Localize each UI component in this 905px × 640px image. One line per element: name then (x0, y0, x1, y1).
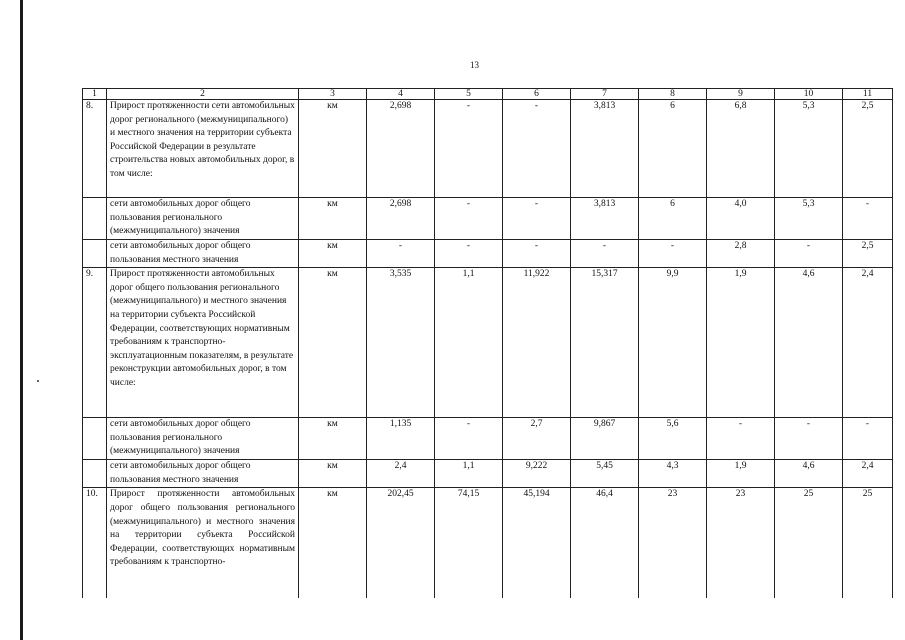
value-cell: 11,922 (503, 268, 571, 418)
col-header: 10 (775, 89, 843, 100)
indicators-table (82, 88, 893, 598)
row-number: 10. (83, 488, 107, 598)
indicator-name: сети автомобильных дорог общего пользования местного значения (107, 240, 299, 268)
row-number (83, 198, 107, 240)
col-header: 11 (843, 89, 893, 100)
unit-cell: км (299, 240, 367, 268)
value-cell: - (775, 240, 843, 268)
unit-cell: км (299, 488, 367, 598)
value-cell: - (367, 240, 435, 268)
binding-line (20, 0, 23, 640)
value-cell: 6 (639, 100, 707, 198)
unit-cell: км (299, 268, 367, 418)
row-number (83, 240, 107, 268)
value-cell: - (639, 240, 707, 268)
value-cell: 2,4 (367, 460, 435, 488)
value-cell: 202,45 (367, 488, 435, 598)
indicator-name: сети автомобильных дорог общего пользования регионального (межмуниципального) значения (107, 198, 299, 240)
indicator-name: сети автомобильных дорог общего пользования местного значения (107, 460, 299, 488)
indicator-name: Прирост протяженности автомобильных дорог общего пользования регионального (межмуниципального) и местного значения на территории субъекта Российской Федерации, соответствующих нормативным требованиям к транспортно- (107, 488, 299, 598)
value-cell: 2,4 (843, 268, 893, 418)
value-cell: - (435, 418, 503, 460)
value-cell: 3,813 (571, 100, 639, 198)
value-cell: 2,698 (367, 198, 435, 240)
col-header: 9 (707, 89, 775, 100)
col-header: 2 (107, 89, 299, 100)
value-cell: 9,222 (503, 460, 571, 488)
col-header: 7 (571, 89, 639, 100)
unit-cell: км (299, 460, 367, 488)
value-cell: 2,5 (843, 100, 893, 198)
value-cell: 45,194 (503, 488, 571, 598)
col-header: 6 (503, 89, 571, 100)
value-cell: 5,45 (571, 460, 639, 488)
value-cell: 5,3 (775, 100, 843, 198)
value-cell: 3,813 (571, 198, 639, 240)
scan-speck (37, 380, 39, 382)
row-number (83, 460, 107, 488)
col-header: 3 (299, 89, 367, 100)
value-cell: - (707, 418, 775, 460)
indicator-name: Прирост протяженности сети автомобильных дорог регионального (межмуниципального) и местного значения на территории субъекта Российской Федерации в результате строительства новых автомобильных дорог, в том числе: (107, 100, 299, 198)
value-cell: 25 (843, 488, 893, 598)
value-cell: 25 (775, 488, 843, 598)
table-row (83, 460, 893, 488)
indicator-name: сети автомобильных дорог общего пользования регионального (межмуниципального) значения (107, 418, 299, 460)
value-cell: 9,9 (639, 268, 707, 418)
value-cell: 3,535 (367, 268, 435, 418)
column-number-row (83, 89, 893, 100)
value-cell: - (435, 100, 503, 198)
unit-cell: км (299, 418, 367, 460)
value-cell: - (571, 240, 639, 268)
table-row (83, 268, 893, 418)
value-cell: 15,317 (571, 268, 639, 418)
indicator-name: Прирост протяженности автомобильных дорог общего пользования регионального (межмуниципального) и местного значения на территории субъекта Российской Федерации, соответствующих нормативным требованиям к транспортно-эксплуатационным показателям, в результате реконструкции автомобильных дорог, в том числе: (107, 268, 299, 418)
row-number: 8. (83, 100, 107, 198)
value-cell: 23 (639, 488, 707, 598)
row-number (83, 418, 107, 460)
value-cell: - (503, 198, 571, 240)
value-cell: 1,1 (435, 268, 503, 418)
value-cell: 1,9 (707, 460, 775, 488)
value-cell: 6 (639, 198, 707, 240)
table-row (83, 488, 893, 598)
unit-cell: км (299, 100, 367, 198)
value-cell: 2,8 (707, 240, 775, 268)
value-cell: 46,4 (571, 488, 639, 598)
value-cell: 4,0 (707, 198, 775, 240)
row-number: 9. (83, 268, 107, 418)
value-cell: - (435, 198, 503, 240)
value-cell: 1,135 (367, 418, 435, 460)
table-row (83, 100, 893, 198)
col-header: 5 (435, 89, 503, 100)
value-cell: 1,9 (707, 268, 775, 418)
value-cell: - (843, 198, 893, 240)
value-cell: 2,7 (503, 418, 571, 460)
value-cell: - (775, 418, 843, 460)
value-cell: - (435, 240, 503, 268)
value-cell: 2,5 (843, 240, 893, 268)
value-cell: 23 (707, 488, 775, 598)
value-cell: - (843, 418, 893, 460)
col-header: 8 (639, 89, 707, 100)
value-cell: 1,1 (435, 460, 503, 488)
table-row (83, 240, 893, 268)
value-cell: 4,3 (639, 460, 707, 488)
value-cell: 4,6 (775, 460, 843, 488)
value-cell: 5,6 (639, 418, 707, 460)
value-cell: 2,4 (843, 460, 893, 488)
table-row (83, 198, 893, 240)
value-cell: - (503, 100, 571, 198)
table-row (83, 418, 893, 460)
value-cell: 5,3 (775, 198, 843, 240)
col-header: 1 (83, 89, 107, 100)
value-cell: 6,8 (707, 100, 775, 198)
page-number: 13 (470, 60, 479, 70)
col-header: 4 (367, 89, 435, 100)
value-cell: 9,867 (571, 418, 639, 460)
value-cell: 4,6 (775, 268, 843, 418)
value-cell: 74,15 (435, 488, 503, 598)
value-cell: 2,698 (367, 100, 435, 198)
value-cell: - (503, 240, 571, 268)
unit-cell: км (299, 198, 367, 240)
